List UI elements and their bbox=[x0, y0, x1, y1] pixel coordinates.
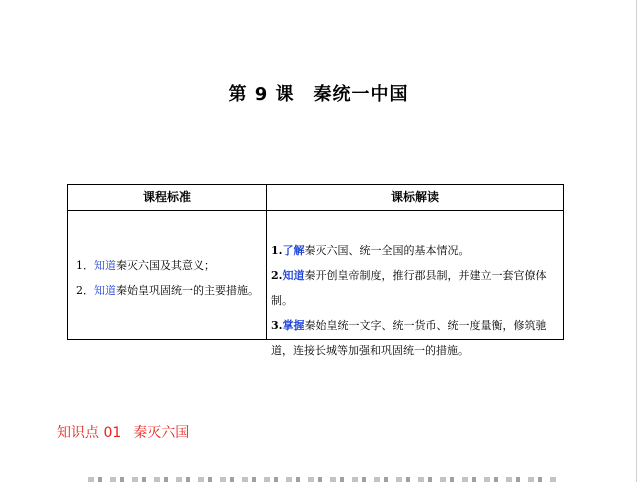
table-column-divider bbox=[266, 185, 267, 339]
standard-item bbox=[76, 278, 262, 303]
item-keyword: 知道 bbox=[282, 269, 305, 282]
item-number: 2. bbox=[271, 269, 283, 282]
item-keyword: 知道 bbox=[94, 259, 116, 272]
item-text: 秦始皇统一文字、统一货币、统一度量衡，修筑驰道，连接长城等加强和巩固统一的措施。 bbox=[271, 319, 547, 357]
item-keyword: 了解 bbox=[282, 244, 305, 257]
section-label: 知识点 01 bbox=[57, 425, 122, 441]
lesson-title: 第 9 课 秦统一中国 bbox=[228, 84, 409, 105]
header-curriculum-standard: 课程标准 bbox=[142, 190, 191, 204]
item-text: 秦灭六国、统一全国的基本情况。 bbox=[304, 244, 470, 257]
standards-cell bbox=[76, 253, 262, 303]
cut-off-text-line bbox=[88, 477, 558, 482]
interpretation-item bbox=[271, 263, 561, 313]
interpretation-item bbox=[271, 313, 561, 363]
item-keyword: 掌握 bbox=[282, 319, 305, 332]
item-text: 秦开创皇帝制度，推行郡县制，并建立一套官僚体制。 bbox=[271, 269, 547, 307]
item-text: 秦始皇巩固统一的主要措施。 bbox=[116, 284, 259, 297]
header-standard-interpretation: 课标解读 bbox=[390, 190, 439, 204]
interpretation-cell bbox=[271, 238, 561, 363]
item-keyword: 知道 bbox=[94, 284, 116, 297]
item-number: 1. bbox=[271, 244, 283, 257]
section-heading bbox=[57, 422, 189, 442]
item-number: 2． bbox=[76, 284, 94, 297]
table-header-divider bbox=[68, 210, 563, 211]
item-text: 秦灭六国及其意义； bbox=[116, 259, 215, 272]
item-number: 1． bbox=[76, 259, 94, 272]
interpretation-item bbox=[271, 238, 561, 263]
item-number: 3. bbox=[271, 319, 283, 332]
standard-item bbox=[76, 253, 262, 278]
section-title: 秦灭六国 bbox=[133, 425, 190, 441]
curriculum-table bbox=[67, 184, 564, 357]
